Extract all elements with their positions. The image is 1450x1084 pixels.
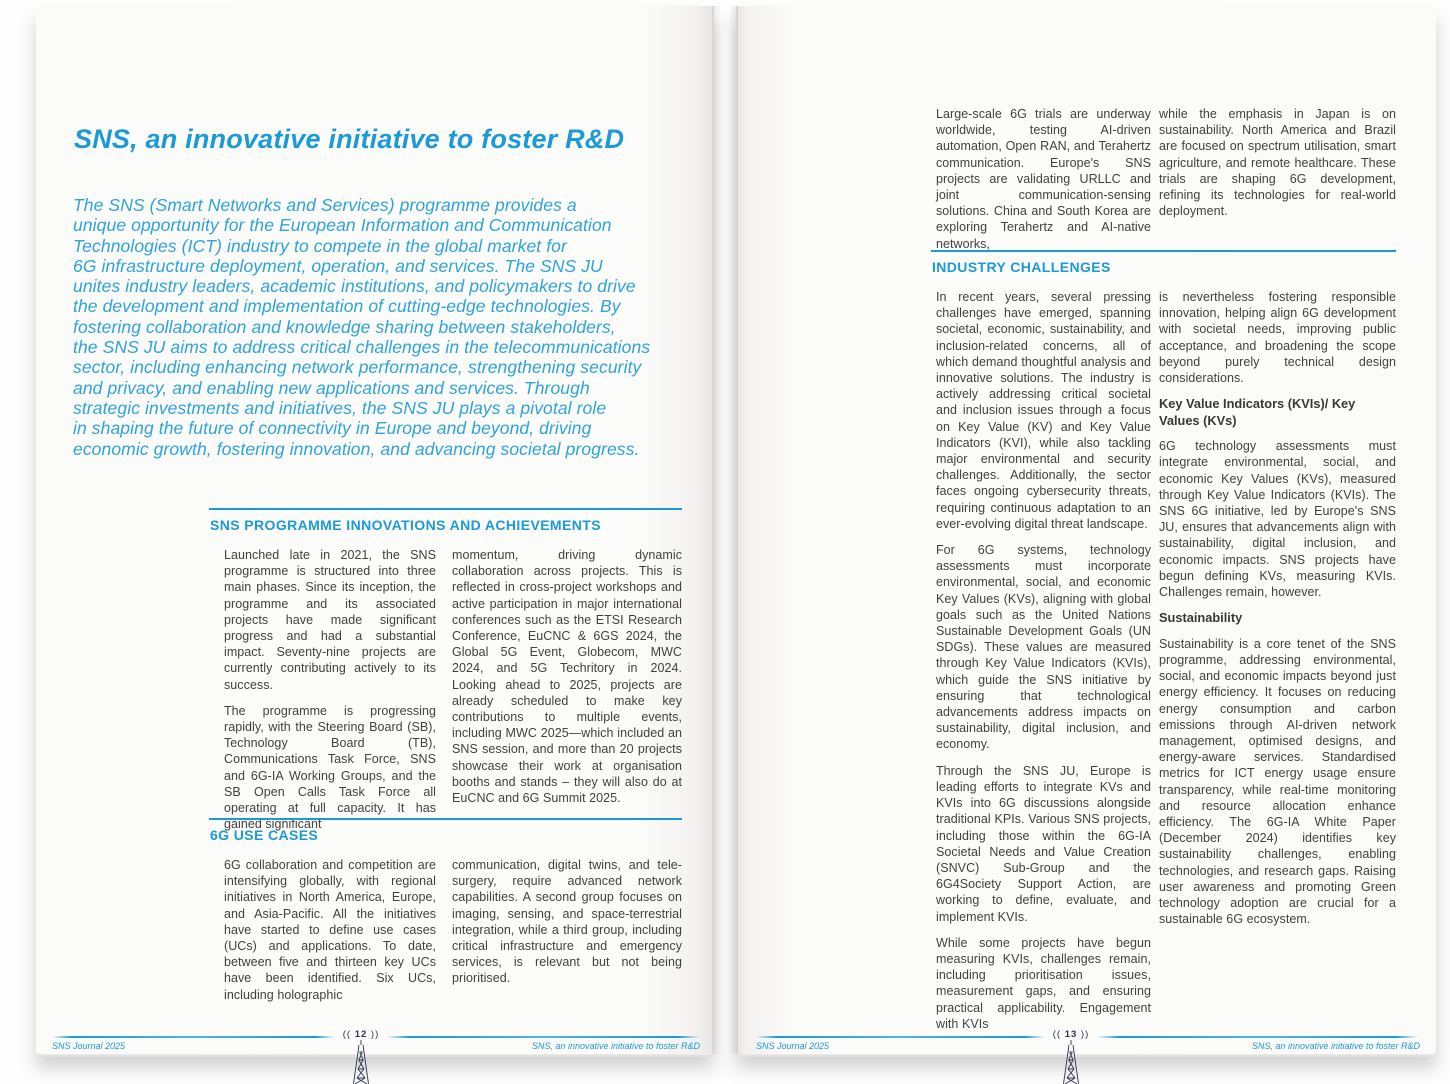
paragraph: momentum, driving dynamic collaboration across projects. This is reflected in cross-project workshops and active participation in major international conferences such as the ETSI Research Conference, EuCNC & 6GS 2024, the Global 5G Event, Globecom, MWC 2024, and 5G Techritory in 2024. Looking ahead to 2025, projects are already scheduled to make key contributions to multiple events, including MWC 2025—which included an SNS session, and more than 20 projects showcase their work at organisation booths and stands – they will also do at EuCNC and 6G Summit 2025. xyxy=(452,548,682,806)
section-heading: SNS PROGRAMME INNOVATIONS AND ACHIEVEMENTS xyxy=(210,517,601,533)
column xyxy=(1159,106,1396,262)
intro-line: unique opportunity for the European Information and Communication xyxy=(73,215,612,236)
intro-line: in shaping the future of connectivity in Europe and beyond, driving xyxy=(73,418,592,439)
section-rule xyxy=(209,508,682,510)
paragraph: Launched late in 2021, the SNS programme is structured into three main phases. Since its inception, the programme and its associated projects have made significant progress and had a substantial impact. Seventy-nine projects are currently contributing actively to its success. xyxy=(224,548,436,692)
article-label: SNS, an innovative initiative to foster R&D xyxy=(1251,1041,1420,1051)
column xyxy=(224,547,436,842)
section-programme-innovations xyxy=(209,508,682,842)
column xyxy=(452,857,682,1013)
page-number: (( 12 )) xyxy=(342,1029,380,1040)
article-label: SNS, an innovative initiative to foster R&D xyxy=(531,1041,700,1051)
paragraph: While some projects have begun measuring KVIs, challenges remain, including prioritisation issues, measurement gaps, and ensuring practical applicability. Engagement with KVIs xyxy=(936,935,1151,1031)
intro-line: fostering collaboration and knowledge sharing between stakeholders, xyxy=(73,316,616,337)
intro-line: strategic investments and initiatives, the SNS JU plays a pivotal role xyxy=(73,397,607,418)
intro-line: economic growth, fostering innovation, and advancing societal progress. xyxy=(73,438,640,459)
section-6g-use-cases xyxy=(209,818,682,1013)
page-right xyxy=(736,6,1436,1054)
footer-rule-left xyxy=(52,1036,335,1038)
book-spine xyxy=(712,6,738,1054)
paragraph: 6G collaboration and competition are intensifying globally, with regional initiatives in North America, Europe, and Asia-Pacific. All the initiatives have started to define use cases (UCs) and applications. To date, between five and thirteen key UCs have been identified. Six UCs, including holographic xyxy=(224,858,436,1002)
paragraph: The programme is progressing rapidly, with the Steering Board (SB), Technology Board (TB), Communications Task Force, SNS and 6G-IA Working Groups, and the SB Open Calls Task Force all operating at full capacity. It has gained significant xyxy=(224,703,436,832)
intro-line: Technologies (ICT) industry to compete in the global market for xyxy=(73,235,567,256)
intro-line: the SNS JU aims to address critical challenges in the telecommunications xyxy=(73,337,651,358)
journal-label: SNS Journal 2025 xyxy=(52,1041,126,1051)
column xyxy=(1159,289,1396,1042)
intro-line: unites industry leaders, academic institutions, and policymakers to drive xyxy=(73,276,636,297)
subsection-heading: Sustainability xyxy=(1159,610,1243,626)
paragraph: Through the SNS JU, Europe is leading efforts to integrate KVs and KVIs into 6G discussions alongside traditional KPIs. Various SNS projects, including those within the 6G-IA Societal Needs and Value Creation (SNVC) Sub-Group and the 6G4Society Support Action, are working to define, evaluate, and implement KVIs. xyxy=(936,763,1151,924)
intro-line: The SNS (Smart Networks and Services) programme provides a xyxy=(73,195,577,215)
paragraph: communication, digital twins, and tele-surgery, require advanced network capabilities. A second group focuses on imaging, sensing, and space-terrestrial integration, while a third group, including critical infrastructure and emergency services, is relevant but not being prioritised. xyxy=(452,858,682,986)
footer-rule-right xyxy=(1097,1036,1418,1038)
intro-line: sector, including enhancing network performance, strengthening security xyxy=(73,357,642,378)
paragraph: is nevertheless fostering responsible innovation, helping align 6G development with societal needs, improving public acceptance, and broadening the scope beyond purely technical design considerations. xyxy=(1159,290,1396,386)
intro-line: the development and implementation of cutting-edge technologies. By xyxy=(73,296,621,317)
paragraph: In recent years, several pressing challenges have emerged, spanning societal, economic, sustainability, and inclusion-related concerns, all of which demand thoughtful analysis and innovative solutions. The industry is actively addressing critical societal and inclusion issues through a focus on Key Value (KV) and Key Value Indicators (KVI), while also tackling major environmental and security challenges. Additionally, the sector faces ongoing cybersecurity threats, requiring continuous adaptation to an ever-evolving digital threat landscape. xyxy=(936,290,1151,531)
section-heading: INDUSTRY CHALLENGES xyxy=(932,259,1111,275)
footer-rule-right xyxy=(387,1036,700,1038)
subsection-heading: Key Value Indicators (KVIs)/ Key Values (KVs) xyxy=(1159,396,1356,428)
page-number: (( 13 )) xyxy=(1052,1029,1090,1040)
intro-line: and privacy, and enabling new applications and services. Through xyxy=(73,377,590,398)
intro-paragraph xyxy=(73,195,650,459)
paragraph: Sustainability is a core tenet of the SNS programme, addressing environmental, social, and economic impacts beyond just energy efficiency. It focuses on reducing energy consumption and carbon emissions through AI-driven network management, optimised designs, and energy-aware services. Standardised metrics for ICT energy usage ensure transparency, while real-time monitoring and resource allocation enhance efficiency. The 6G-IA White Paper (December 2024) identifies key sustainability challenges, enabling technologies, and research gaps. Raising user awareness and promoting Green technology adoption are crucial for a sustainable 6G ecosystem. xyxy=(1159,636,1396,927)
paragraph: Large-scale 6G trials are underway worldwide, testing AI-driven automation, Open RAN, and Terahertz communication. Europe's SNS projects are validating URLLC and joint communication-sensing solutions. China and South Korea are exploring Terahertz and AI-native networks, xyxy=(936,107,1151,251)
section-heading: 6G USE CASES xyxy=(210,827,319,843)
section-rule xyxy=(209,818,682,820)
page-left xyxy=(36,6,714,1054)
antenna-icon xyxy=(1060,1040,1082,1084)
section-rule xyxy=(931,250,1396,252)
column xyxy=(452,547,682,842)
column xyxy=(936,106,1151,262)
page-number-antenna xyxy=(1041,1029,1101,1084)
paragraph: 6G technology assessments must integrate environmental, social, and economic Key Values (KVs), measured through Key Value Indicators (KVIs). The SNS 6G initiative, led by Europe's SNS JU, ensures that advancements align with sustainability, digital inclusion, and economic impacts. SNS projects have begun defining KVs, measuring KVIs. Challenges remain, however. xyxy=(1159,439,1396,600)
footer-rule-left xyxy=(756,1036,1045,1038)
journal-label: SNS Journal 2025 xyxy=(756,1041,830,1051)
section-industry-challenges xyxy=(931,250,1396,1042)
antenna-icon xyxy=(350,1040,372,1084)
intro-line: 6G infrastructure deployment, operation, and services. The SNS JU xyxy=(73,255,603,276)
paragraph: while the emphasis in Japan is on sustainability. North America and Brazil are focused on spectrum utilisation, smart agriculture, and remote healthcare. These trials are shaping 6G development, refining its technologies for real-world deployment. xyxy=(1159,107,1396,219)
column xyxy=(936,289,1151,1042)
page-title: SNS, an innovative initiative to foster R&D xyxy=(74,124,625,155)
continued-columns xyxy=(936,106,1396,262)
column xyxy=(224,857,436,1013)
paragraph: For 6G systems, technology assessments must incorporate environmental, social, and economic Key Values (KVs), aligning with global goals such as the United Nations Sustainable Development Goals (UN SDGs). These values are measured through Key Value Indicators (KVIs), which guide the SNS initiative by ensuring that technological advancements address impacts on sustainability, digital inclusion, and economy. xyxy=(936,543,1151,752)
page-number-antenna xyxy=(331,1029,391,1084)
